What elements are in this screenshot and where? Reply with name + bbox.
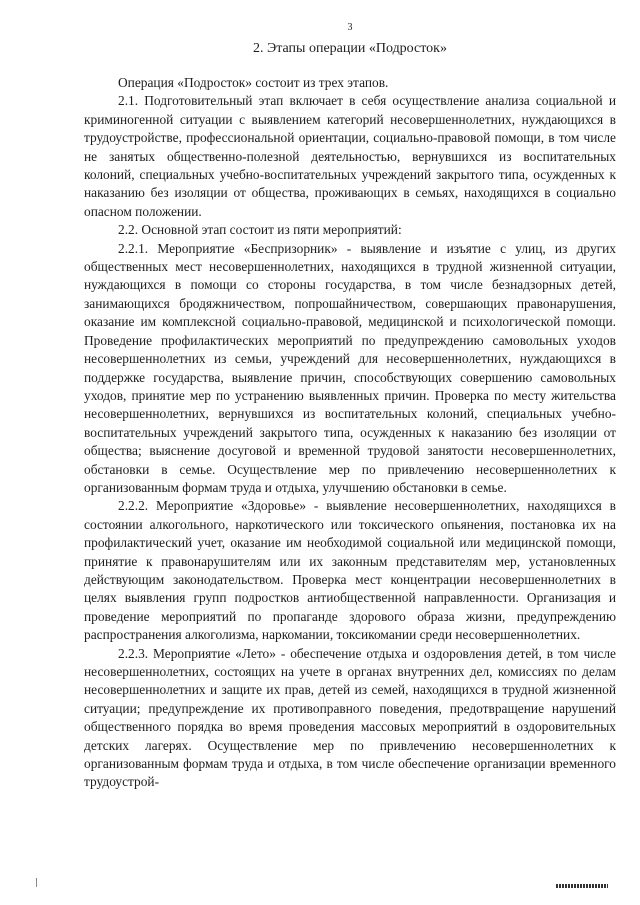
paragraph-2-2-1: 2.2.1. Мероприятие «Беспризорник» - выявление и изъятие с улиц, из других общественных мест несовершеннолетних, находящихся в трудной жизненной ситуации, нуждающихся в помощи со стороны государства, в том числе безнадзорных детей, занимающихся бродяжничеством, попрошайничеством, совершающих правонарушения, оказание им комплексной социально-правовой, медицинской и психологической помощи. Проведение профилактических мероприятий по предупреждению самовольных уходов несовершеннолетних из семьи, учреждений для несовершеннолетних, нуждающихся в поддержке государства, выявление причин, способствующих совершению самовольных уходов, принятие мер по устранению выявленных причин. Проверка по месту жительства несовершеннолетних, вернувшихся из воспитательных колоний, специальных учебно-воспитательных учреждений закрытого типа, осужденных к наказанию без изоляции от общества; выяснение досуговой и временной трудовой занятости несовершеннолетних, обстановки в семье. Осуществление мер по привлечению несовершеннолетних к организованным формам труда и отдыха, улучшению обстановки в семье.: [84, 240, 616, 495]
scan-artifact-barcode: [556, 884, 608, 888]
document-body: [84, 74, 616, 792]
paragraph-2-2: 2.2. Основной этап состоит из пяти мероприятий:: [118, 222, 402, 238]
scan-artifact-left: [36, 878, 37, 887]
paragraph-intro: Операция «Подросток» состоит из трех этапов.: [118, 75, 389, 90]
page-number: 3: [347, 22, 353, 33]
paragraph-2-2-2: 2.2.2. Мероприятие «Здоровье» - выявление несовершеннолетних, находящихся в состоянии алкогольного, наркотического или токсического опьянения, постановка их на профилактический учет, оказание им необходимой социальной или медицинской помощи, принятие к правонарушителям или их законным представителям мер, установленных действующим законодательством. Проверка мест концентрации несовершеннолетних в целях выявления групп подростков антиобщественной направленности. Организация и проведение мероприятий по пропаганде здорового образа жизни, предупреждению распространения алкоголизма, наркомании, токсикомании среди несовершеннолетних.: [84, 498, 616, 643]
section-heading: 2. Этапы операции «Подросток»: [253, 41, 447, 56]
paragraph-2-1: 2.1. Подготовительный этап включает в себя осуществление анализа социальной и криминогенной ситуации с выявлением категорий несовершеннолетних, нуждающихся в трудоустройстве, профессиональной ориентации, социально-правовой помощи, в том числе не занятых общественно-полезной деятельностью, вернувшихся из воспитательных колоний, специальных учебно-воспитательных учреждений закрытого типа, осужденных к наказанию без изоляции от общества, проживающих в семьях, находящихся в социально опасном положении.: [84, 93, 616, 219]
paragraph-2-2-3: 2.2.3. Мероприятие «Лето» - обеспечение отдыха и оздоровления детей, в том числе несовершеннолетних, состоящих на учете в органах внутренних дел, комиссиях по делам несовершеннолетних и защите их прав, детей из семей, находящихся в трудной жизненной ситуации; предупреждение их противоправного поведения, предотвращение нарушений общественного порядка во время проведения массовых мероприятий в оздоровительных детских лагерях. Осуществление мер по привлечению несовершеннолетних к организованным формам труда и отдыха, в том числе обеспечение организации временного трудоустрой-: [84, 645, 616, 790]
